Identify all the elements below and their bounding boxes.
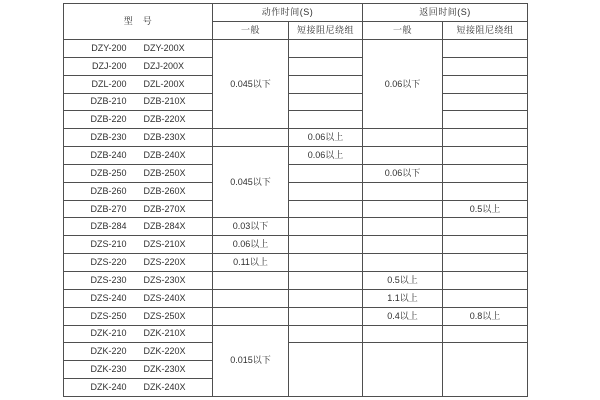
model-cell: [64, 307, 213, 325]
model-code-left: DZS-210: [90, 239, 127, 250]
return-damping-cell: [443, 164, 528, 182]
model-cell: [64, 182, 213, 200]
model-cell: [64, 289, 213, 307]
subheader-action-general: 一般: [213, 22, 289, 40]
model-code-left: DZB-210: [90, 96, 127, 107]
model-code-left: DZB-260: [90, 185, 127, 196]
model-cell: [64, 200, 213, 218]
return-general-cell: [363, 218, 443, 236]
model-code-right: DZS-230X: [143, 274, 186, 285]
model-code-right: DZS-220X: [143, 257, 186, 268]
action-damping-cell: 0.06以上: [289, 129, 363, 147]
action-damping-cell: [289, 236, 363, 254]
action-damping-cell: 0.06以上: [289, 147, 363, 165]
table-row: [64, 325, 528, 343]
subheader-return-damping: 短接阻尼绕组: [443, 22, 528, 40]
table-row: [64, 57, 528, 75]
action-damping-cell: [289, 93, 363, 111]
action-damping-cell: [289, 218, 363, 236]
action-damping-cell: [289, 111, 363, 129]
model-code-left: DZY-200: [91, 42, 127, 53]
action-damping-cell: [289, 40, 363, 58]
model-cell: [64, 343, 213, 361]
action-damping-cell: [289, 289, 363, 307]
return-general-cell: [363, 325, 443, 343]
table-row: [64, 129, 528, 147]
model-code-left: DZB-230: [90, 132, 127, 143]
action-damping-cell: [289, 307, 363, 325]
return-damping-cell: 0.5以上: [443, 200, 528, 218]
model-code-right: DZB-210X: [143, 96, 186, 107]
model-cell: [64, 57, 213, 75]
model-code-right: DZK-210X: [143, 328, 186, 339]
action-general-cell: 0.11以上: [213, 254, 289, 272]
action-damping-cell: [289, 343, 363, 397]
model-cell: [64, 93, 213, 111]
model-code-right: DZB-230X: [143, 132, 186, 143]
table-row: [64, 343, 528, 361]
action-damping-cell: [289, 182, 363, 200]
table-row: [64, 75, 528, 93]
model-code-left: DZB-220: [90, 114, 127, 125]
model-cell: [64, 218, 213, 236]
model-code-right: DZB-270X: [143, 203, 186, 214]
model-code-left: DZK-230: [90, 364, 127, 375]
model-code-right: DZK-240X: [143, 382, 186, 393]
return-general-cell: [363, 236, 443, 254]
model-code-left: DZB-284: [90, 221, 127, 232]
subheader-action-damping: 短接阻尼绕组: [289, 22, 363, 40]
table-row: [64, 182, 528, 200]
model-cell: [64, 271, 213, 289]
model-code-right: DZB-240X: [143, 149, 186, 160]
return-general-cell: [363, 129, 443, 147]
action-general-cell: [213, 289, 289, 307]
model-cell: [64, 111, 213, 129]
return-damping-cell: [443, 40, 528, 58]
table-row: [64, 164, 528, 182]
model-code-right: DZK-220X: [143, 346, 186, 357]
model-cell: [64, 129, 213, 147]
model-code-right: DZS-210X: [143, 239, 186, 250]
return-general-cell: [363, 147, 443, 165]
header-action-time: 动作时间(S): [213, 4, 363, 22]
return-damping-cell: [443, 93, 528, 111]
action-damping-cell: [289, 254, 363, 272]
model-cell: [64, 325, 213, 343]
model-code-left: DZB-250: [90, 167, 127, 178]
model-code-right: DZL-200X: [143, 78, 185, 89]
return-general-cell: 0.5以上: [363, 271, 443, 289]
model-code-left: DZK-210: [90, 328, 127, 339]
action-damping-cell: [289, 75, 363, 93]
action-damping-cell: [289, 271, 363, 289]
subheader-return-general: 一般: [363, 22, 443, 40]
action-general-cell: 0.045以下: [213, 40, 289, 129]
return-general-cell: [363, 182, 443, 200]
spec-table: [63, 3, 528, 397]
model-code-left: DZK-240: [90, 382, 127, 393]
table-row: [64, 307, 528, 325]
action-general-cell: [213, 307, 289, 325]
model-code-left: DZL-200: [91, 78, 127, 89]
model-code-left: DZB-240: [90, 149, 127, 160]
model-code-right: DZY-200X: [143, 42, 185, 53]
model-cell: [64, 361, 213, 379]
return-damping-cell: [443, 129, 528, 147]
return-general-cell: [363, 254, 443, 272]
header-row-1: [64, 4, 528, 22]
return-damping-cell: [443, 343, 528, 397]
return-damping-cell: [443, 218, 528, 236]
table-row: [64, 147, 528, 165]
model-code-left: DZS-230: [90, 274, 127, 285]
model-code-right: DZS-250X: [143, 310, 186, 321]
action-general-cell: 0.03以下: [213, 218, 289, 236]
return-damping-cell: 0.8以上: [443, 307, 528, 325]
return-damping-cell: [443, 271, 528, 289]
model-code-right: DZB-284X: [143, 221, 186, 232]
action-general-cell: [213, 271, 289, 289]
return-damping-cell: [443, 182, 528, 200]
table-row: [64, 236, 528, 254]
return-damping-cell: [443, 289, 528, 307]
table-row: [64, 93, 528, 111]
table-row: [64, 271, 528, 289]
header-model: 型 号: [64, 4, 213, 40]
return-general-cell: 1.1以上: [363, 289, 443, 307]
action-damping-cell: [289, 57, 363, 75]
model-code-right: DZS-240X: [143, 292, 186, 303]
model-code-left: DZS-250: [90, 310, 127, 321]
action-general-cell: 0.06以上: [213, 236, 289, 254]
action-damping-cell: [289, 325, 363, 343]
return-damping-cell: [443, 254, 528, 272]
return-general-cell: 0.06以下: [363, 40, 443, 129]
table-row: [64, 254, 528, 272]
model-cell: [64, 254, 213, 272]
return-general-cell: 0.06以下: [363, 164, 443, 182]
model-code-right: DZK-230X: [143, 364, 186, 375]
table-row: [64, 200, 528, 218]
model-code-left: DZJ-200: [91, 60, 127, 71]
model-code-right: DZB-260X: [143, 185, 186, 196]
model-cell: [64, 236, 213, 254]
return-damping-cell: [443, 147, 528, 165]
action-general-cell: 0.015以下: [213, 325, 289, 397]
return-damping-cell: [443, 325, 528, 343]
model-cell: [64, 164, 213, 182]
model-cell: [64, 75, 213, 93]
action-general-cell: 0.045以下: [213, 147, 289, 218]
return-damping-cell: [443, 75, 528, 93]
return-damping-cell: [443, 57, 528, 75]
return-damping-cell: [443, 236, 528, 254]
return-general-cell: [363, 200, 443, 218]
model-code-right: DZJ-200X: [143, 60, 185, 71]
table-row: [64, 111, 528, 129]
table-row: [64, 218, 528, 236]
action-damping-cell: [289, 164, 363, 182]
table-row: [64, 289, 528, 307]
model-code-left: DZS-220: [90, 257, 127, 268]
table-row: [64, 40, 528, 58]
action-damping-cell: [289, 200, 363, 218]
model-code-right: DZB-250X: [143, 167, 186, 178]
return-general-cell: [363, 343, 443, 397]
model-cell: [64, 379, 213, 397]
action-general-cell: [213, 129, 289, 147]
model-code-left: DZB-270: [90, 203, 127, 214]
return-general-cell: 0.4以上: [363, 307, 443, 325]
model-code-left: DZK-220: [90, 346, 127, 357]
model-cell: [64, 40, 213, 58]
model-code-left: DZS-240: [90, 292, 127, 303]
model-cell: [64, 147, 213, 165]
header-return-time: 返回时间(S): [363, 4, 528, 22]
model-code-right: DZB-220X: [143, 114, 186, 125]
return-damping-cell: [443, 111, 528, 129]
